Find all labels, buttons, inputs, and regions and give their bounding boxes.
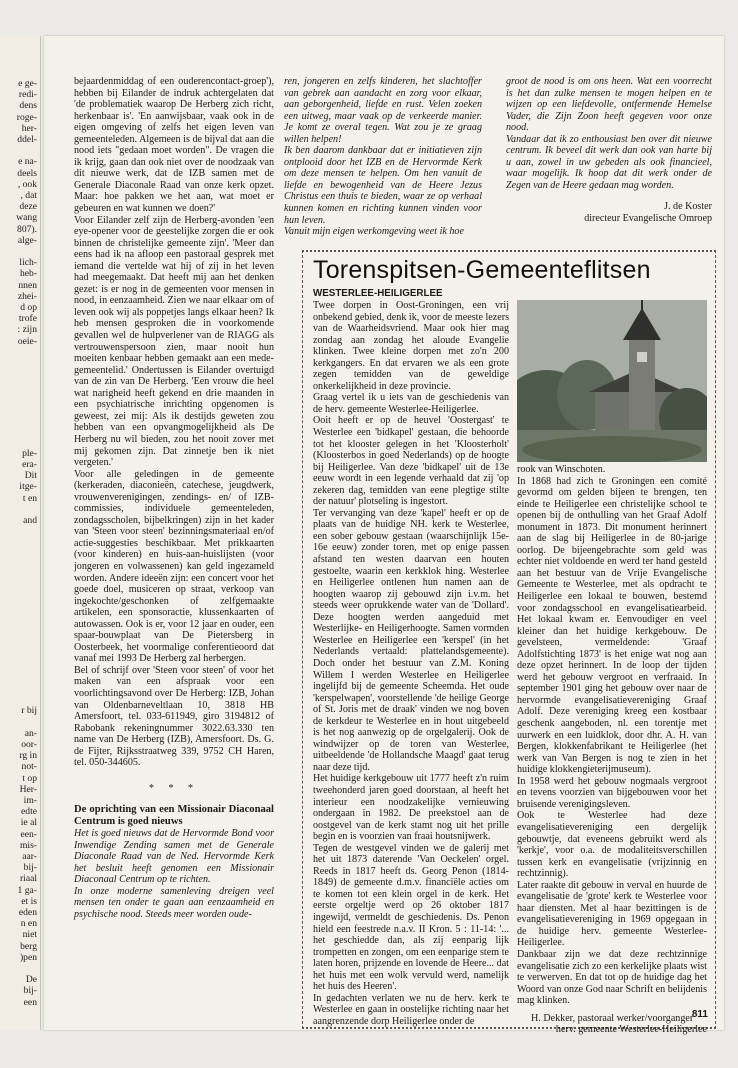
box-column-right <box>517 464 707 1036</box>
margin-fragment <box>0 246 40 257</box>
margin-fragment: her- <box>21 122 37 134</box>
margin-fragment <box>0 963 40 974</box>
col1-italic-paragraph: In onze moderne samenleving dreigen veel mensen ten onder te gaan aan eenzaamheid en psychische nood. Steeds meer worden oude- <box>74 885 274 920</box>
church-photo <box>517 300 707 462</box>
margin-fragment <box>0 638 40 649</box>
margin-fragment: nnen <box>18 279 37 291</box>
torenspitsen-box <box>302 250 716 1036</box>
box-paragraph: Ooit heeft er op de heuvel 'Oostergast' te Westerlee een 'bidkapel' gestaan, die behoorde tot het klooster gelegen in het 'Kloosterholt' (Kloosterbos in goed Nederlands) op de hoogte bij Heiligerlee. Van deze 'bidkapel' uit de 13e eeuw wordt in een legende verhaald dat zij 'op zekeren dag, temidden van eene plegtige stilte der natuur' plotseling is ingestort. <box>313 415 509 508</box>
margin-fragment: redi- <box>18 89 37 101</box>
margin-fragment: bij- <box>23 985 37 997</box>
margin-fragment: itge- <box>19 481 37 493</box>
margin-fragment: alge- <box>17 234 37 246</box>
margin-fragment <box>0 425 40 436</box>
margin-fragment <box>0 369 40 380</box>
margin-fragment: edte <box>21 806 37 818</box>
box-subtitle: WESTERLEE-HEILIGERLEE <box>313 288 443 299</box>
col2-italic-paragraph: Vanuit mijn eigen werkomgeving weet ik hoe <box>284 226 464 238</box>
margin-fragment <box>0 661 40 672</box>
margin-fragment <box>0 414 40 425</box>
margin-fragment: oeie- <box>17 335 37 347</box>
margin-fragment <box>0 526 40 537</box>
margin-fragment: een <box>23 996 37 1008</box>
signature-name: J. de Koster <box>664 201 712 213</box>
margin-fragment: im- <box>23 795 37 806</box>
margin-fragment: , ook <box>17 178 37 190</box>
margin-fragment <box>0 392 40 403</box>
box-paragraph: rook van Winschoten. <box>517 464 606 475</box>
box-title: Torenspitsen-Gemeenteflitsen <box>313 256 651 284</box>
margin-fragment: not- <box>21 761 37 773</box>
col1-paragraph: Voor alle geledingen in de gemeente (kerkeraden, diaconieën, catechese, jeugdwerk, vrouwenverenigingen, zendings- en/ of IZB-commissies, individuele gemeenteleden, zondagsscholen, bijbelkringen) zijn in het kader van 'Steen voor steen' bezinningsmateriaal en/of actie-suggesties beschikbaar. Met prikkaarten (voor kinderen) en huis-aan-huislijsten (voor jongeren en volwassenen) kan geld ingezameld worden. Andere ideeën zijn: een concert voor het goede doel, musiceren op straat, verkoop van ingekochte/geschonken of zelfgemaakte artikelen, een sponsoractie, klussenkaarten of autowassen. Ook is er, voor 12 jaar en ouder, een spaar-bouwplaat van De Pietersberg in Oosterbeek, het voormalige conferentieoord dat vanaf mei 1993 De Herberg zal herbergen. <box>74 468 274 665</box>
margin-fragment <box>0 694 40 705</box>
margin-fragment <box>0 537 40 548</box>
box-paragraph: In 1958 werd het gebouw nogmaals vergroot en tevens voorzien van bijgebouwen voor het bruisende verenigingsleven. <box>517 775 707 810</box>
margin-fragment: era- <box>22 458 37 470</box>
margin-fragment <box>0 347 40 358</box>
col1-italic-paragraph: Het is goed nieuws dat de Hervormde Bond voor Inwendige Zending samen met de Generale Diaconale Raad van de Ned. Hervormde Kerk het besluit heeft genomen een Missionair Diaconaal Centrum op te richten. <box>74 827 274 886</box>
margin-fragment <box>0 437 40 448</box>
margin-fragment <box>0 145 40 156</box>
margin-fragment: deze <box>19 201 37 213</box>
margin-fragment: 807). <box>17 223 37 235</box>
margin-fragment <box>0 380 40 391</box>
box-paragraph: Tegen de westgevel vinden we de galerij met het uit 1873 daterende 'Van Oeckelen' orgel. Reeds in 1817 heeft ds. Georg Penon (1814-1849) de gemeente d.m.v. financiële acties om te komen tot een klein orgel in de kerk. Het eerste orgeltje werd op 26 oktober 1817 ingewijd, vermeldt de geschiedenis. Ds. Penon hield een feestrede n.a.v. II Kron. 5 : 11-14: '... het geschiedde dan, als zij eenparig lijk trompetten en zongen, om een eenparige stem te laten horen, prijzende en lovende de Heere... dat het huis met een wolk vervuld werd, namelijk het huis des Heeren'. <box>313 842 509 993</box>
box-column-left <box>313 300 509 1027</box>
signature-role: directeur Evangelische Omroep <box>584 213 712 225</box>
margin-fragment <box>0 582 40 593</box>
margin-fragment: Her- <box>19 783 37 795</box>
margin-fragment <box>0 403 40 414</box>
col3-italic-paragraph: groot de nood is om ons heen. Wat een voorrecht is het dan zulke mensen te mogen helpen en te wijzen op een liefdevolle, ontfermende Hemelse Vader, die Zijn Zoon heeft gegeven voor onze nood. <box>506 76 712 134</box>
margin-fragment: )pen <box>19 951 37 963</box>
margin-fragment: 1 ga- <box>17 884 37 896</box>
margin-fragment: t en <box>22 492 37 504</box>
col1-paragraph: Bel of schrijf over 'Steen voor steen' of voor het maken van een afspraak voor een voorlichtingsavond over De Herberg: IZB, Johan van Oldenbarneveltlaan 10, 3818 HB Amersfoort, tel. 033-611949, giro 3194812 of Rabobank rekeningnummer 3022.63.330 ten name van De Herberg (IZB), Amersfoort. Ds. G. de Fijter, Rijksstraatweg 339, 9752 CH Haren, tel. 050-344605. <box>74 664 274 769</box>
margin-fragment: n en <box>20 918 37 930</box>
margin-fragment: mis- <box>19 839 37 851</box>
margin-fragment <box>0 627 40 638</box>
margin-fragment: een- <box>20 828 37 840</box>
margin-fragment: rg in <box>19 750 37 762</box>
margin-fragment: Dit <box>24 470 37 482</box>
col2-italic-paragraph: Ik ben daarom dankbaar dat er initiatieven zijn ontplooid door het IZB en de Hervormde Kerk om deze mensen te helpen. Om hen vanuit de liefde en bewogenheid van de Heere Jezus Christus een thuis te bieden, waar ze op verhaal kunnen komen en richting kunnen vinden voor hun leven. <box>284 145 482 226</box>
margin-fragment <box>0 649 40 660</box>
margin-fragment <box>0 593 40 604</box>
margin-fragments <box>0 36 40 1008</box>
church-illustration <box>517 300 707 462</box>
margin-fragment: heb- <box>19 268 37 280</box>
margin-fragment: lich- <box>19 257 37 269</box>
margin-fragment: wang <box>16 212 37 224</box>
margin-fragment: zhei- <box>17 290 37 302</box>
article-heading: De oprichting van een Missionair Diaconaal Centrum is goed nieuws <box>74 804 274 828</box>
margin-fragment: e ge- <box>18 78 37 89</box>
page-number: 811 <box>691 1009 708 1020</box>
box-paragraph: Graag vertel ik u iets van de geschiedenis van de herv. gemeente Westerlee-Heiligerlee. <box>313 392 509 415</box>
margin-fragment: eden <box>18 907 37 919</box>
margin-fragment: ple- <box>22 447 37 459</box>
margin-fragment: oor- <box>21 738 37 750</box>
previous-page-edge <box>0 36 41 1030</box>
margin-fragment: bij- <box>23 862 37 874</box>
box-paragraph: Ook te Westerlee had deze evangelisatievereniging een dergelijk gebouwtje, dat eveneens gebruikt werd als 'kerkje', voor o.a. de modaliteitsverschillen tussen kerk en evangelisatie (vrijzinnig en rechtzinnig). <box>517 810 707 880</box>
box-paragraph: Het huidige kerkgebouw uit 1777 heeft z'n ruim tweehonderd jaren goed doorstaan, al heeft het interieur een noodzakelijke vernieuwing ondergaan in 1982. De preekstoel aan de oostgevel van de kerk stamt nog uit het prille begin en is voorzien van fraai houtsnijwerk. <box>313 773 509 843</box>
box-paragraph: Twee dorpen in Oost-Groningen, een vrij onbekend gebied, denk ik, voor de meeste lezers van de Waarheidsvriend. Maar ook hier mag zondag aan zondag het aloude Evangelie klinken. Twee kleine dorpen met zo'n 200 kerkgangers. En dat ervaren we als een grote zegen temidden van de geweldige onkerkelijkheid in deze provincie. <box>313 300 509 392</box>
margin-fragment <box>0 504 40 515</box>
magazine-page <box>44 36 724 1036</box>
margin-fragment: d op <box>20 302 37 314</box>
box-paragraph: Dankbaar zijn we dat deze rechtzinnige evangelisatie zich zo een kerkelijke plaats wist te verwerven. En dat tot op de huidige dag het Woord van onze God naar Schrift en belijdenis mag klinken. <box>517 948 707 1007</box>
margin-fragment: aar- <box>22 851 37 863</box>
margin-fragment: : zijn <box>17 324 37 336</box>
margin-fragment: r bij <box>21 705 37 717</box>
margin-fragment: dens <box>19 100 37 112</box>
margin-fragment: niet <box>22 929 37 941</box>
margin-fragment <box>0 358 40 369</box>
margin-fragment: t op <box>22 772 37 784</box>
margin-fragment: an- <box>24 727 37 739</box>
margin-fragment <box>0 717 40 728</box>
box-signature-name: H. Dekker, pastoraal werker/voorganger <box>531 1012 694 1024</box>
margin-fragment: roge- <box>16 111 37 123</box>
margin-fragment <box>0 549 40 560</box>
margin-fragment: ie al <box>20 817 37 829</box>
col1-paragraph: Voor Eilander zelf zijn de Herberg-avonden 'een eye-opener voor de geestelijke zorgen die er ook binnen de christelijke gemeente zijn'. 'Meer dan eens had ik na afloop een pastoraal gesprek met iemand die vertelde wat hij of zij in het leven had meegemaakt. Dat heeft mij aan het denken gezet: is er nog in de gemeenten voor mensen in nood, in eenzaamheid. Zien we naar elkaar om of leven ook wij als poppetjes langs elkaar heen? Ik heb mensen gesproken die in voorkomende gevallen wel de hulpverlener van de RIAGG als vertrouwenspersoon zien, maar nooit hun moeiten kenbaar hebben gemaakt aan een mede-gemeentelid.' Ondertussen is Eilander overtuigd van de zin van De Herberg. 'Een vrouw die heel wat narigheid heeft gekend en drie maanden in een psychiatrische inrichting opgenomen is geweest, zei mij: Als ik destijds geweten zou hebben van een opvangmogelijkheid als De Herberg nu wil bieden, zou het nooit zover met mij gekomen zijn. Dat zinnetje ben ik niet vergeten.' <box>74 214 274 469</box>
margin-fragment: e na- <box>18 156 37 168</box>
margin-fragment <box>0 672 40 683</box>
margin-fragment <box>0 605 40 616</box>
margin-fragment: riaal <box>19 873 37 885</box>
box-paragraph: Ter vervanging van deze 'kapel' heeft er op de plaats van de huidige NH. kerk te Westerlee, een sober gebouw gestaan (waarschijnlijk 15e-16e eeuw) zonder toren, met op enige passen afstand ten westen daarvan een houten gestoelte, waarin een kerkklok hing. Westerlee en Heiligerlee ontlenen hun namen aan de hoogten waarop zij gebouwd zijn i.v.m. het steeds weer oprukkende water van de 'Dollard'. Deze hoogten werden aangeduid met Westerlijke- en Heiligerhoogte. Samen vormden Westerlee en Heiligerlee een 'kerspel' (in het Nederlands vertaald: plattelandsgemeente). Doch onder het bestuur van Z.M. Koning Willem I werden Westerlee en Heiligerlee ingelijfd bij de gemeente Scheemda. Het oude 'kerspelwapen', voorstellende 'de heilige George of St. Joris met de draak' vinden we nog boven de kerkdeur te Westerlee en in hout uitgebeeld is het nog aanwezig op de orgelgalerij. Ook de windwijzer op de toren van Westerlee, uitbeeldende 'de Hollandsche Maagd' gaat terug naar deze tijd. <box>313 507 509 773</box>
col1-paragraph: bejaardenmiddag of een ouderencontact-groep'), hebben bij Eilander de indruk achtergelaten dat 'de problematiek waarop De Herberg zich richt, herkenbaar is'. 'En aanwijsbaar, vaak ook in de eigen omgeving of zelfs het eigen leven van gemeenteleden. Algemeen is de bijval dat aan die nood iets "gedaan moet worden". De vragen die ik krijg, gaan dan ook niet over de noodzaak van dit nieuwe werk, dat de IZB samen met de Generale Diaconale Raad van onze kerk opzet. Maar: hoe pakken we het aan, wat moet er gebeuren en wat kunnen we doen?' <box>74 76 274 215</box>
margin-fragment <box>0 560 40 571</box>
column-3-top <box>506 76 712 225</box>
col2-italic-paragraph: ren, jongeren en zelfs kinderen, het slachtoffer van gebrek aan aandacht en zorg voor elkaar, aan geborgenheid, liefde en rust. Velen zoeken een uitweg, maar vaak op de verkeerde manier. Je komt ze overal tegen. Wat zou je ze graag willen helpen! <box>284 76 482 145</box>
margin-fragment: deels <box>17 167 37 179</box>
margin-fragment <box>0 683 40 694</box>
column-2-top <box>284 76 482 238</box>
column-1 <box>74 76 274 920</box>
margin-fragment: et is <box>21 895 37 907</box>
box-paragraph: In gedachten verlaten we nu de herv. kerk te Westerlee en gaan in oostelijke richting naar het aangrenzende dorp Heiligerlee onder de <box>313 992 509 1027</box>
margin-fragment: trofe <box>18 313 37 325</box>
margin-fragment: and <box>23 514 37 526</box>
section-separator: * * * <box>149 782 199 794</box>
margin-fragment <box>0 571 40 582</box>
box-paragraph: Later raakte dit gebouw in verval en huurde de evangelisatie de 'grote' kerk te Westerlee voor haar diensten. Met al haar bezittingen is de evangelisatievereniging in 1969 opgegaan in de huidige herv. gemeente Westerlee-Heiligerlee. <box>517 879 707 949</box>
margin-fragment: berg <box>20 940 37 952</box>
margin-fragment: ddel- <box>17 134 37 146</box>
col3-italic-paragraph: Vandaar dat ik zo enthousiast ben over dit nieuwe centrum. Ik beveel dit werk dan ook van harte bij u aan, zowel in uw gebeden als ook financieel, waar mogelijk. Ik hoop dat dit werk onder de Zegen van de Heere gedaan mag worden. <box>506 133 712 191</box>
margin-fragment: De <box>25 974 37 986</box>
margin-fragment <box>0 616 40 627</box>
box-signature-role: herv. gemeente Westerlee-Heiligerlee <box>555 1024 707 1036</box>
margin-fragment: , dat <box>20 190 37 202</box>
box-paragraph: In 1868 had zich te Groningen een comité gevormd om gelden bijeen te brengen, ten einde te Heiligerlee een christelijke school te openen bij de onthulling van het Graaf Adolf monument in 1873. Dit monument herinnert aan de slag bij Heiligerlee in de 80-jarige oorlog. De bijeengebrachte som geld was echter niet voldoende en werd ter hand gesteld aan het bestuur van de Vrije Evangelische Gemeente te Westerlee, met als opdracht te Heiligerlee een lokaal te bouwen, bestemd voor zondagsschool en evangelisatiearbeid. Het lokaal kwam er. Eenvoudiger en veel kleiner dan het huidige kerkgebouw. De gevelsteen, vermeldende: 'Graaf Adolfstichting 1873' is het enige wat nog aan deze opzet herinnert. In de loop der tijden werd het gebouw vergroot en verfraaid. In september 1901 ging het gebouw over naar de hervormde evangelisatievereniging Graaf Adolf. Deze vereniging kreeg een kostbaar geschenk aangeboden, nl. een torentje met uurwerk en een luidklok, door dhr. A. H. van Bergen, klokkenfabrikant te Heiligerlee (het werk van Van Bergen is nog te zien in het huidige klokkengieterijmuseum). <box>517 475 707 776</box>
